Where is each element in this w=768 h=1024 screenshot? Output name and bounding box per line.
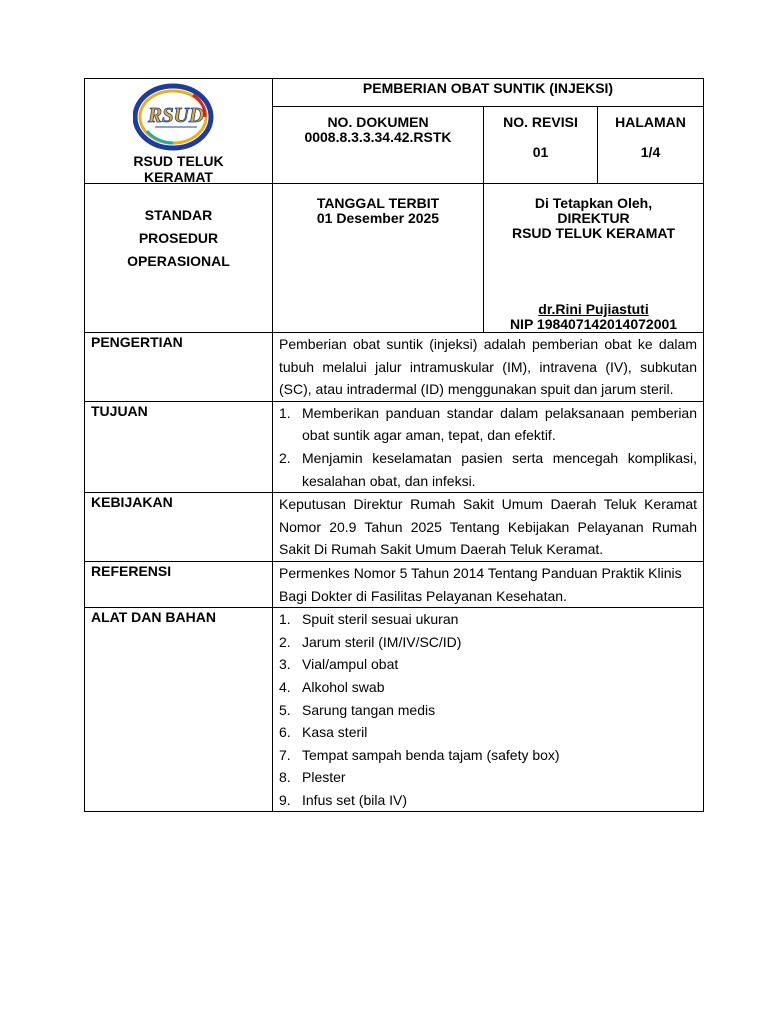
issue-date: 01 Desember 2025 <box>316 210 440 226</box>
list-item: 7. Tempat sampah benda tajam (safety box) <box>279 746 560 763</box>
institution-name: RSUD TELUK KERAMAT <box>511 225 676 241</box>
list-item: 6. Kasa steril <box>279 724 368 741</box>
sop-label-cell: STANDAR PROSEDUR OPERASIONAL <box>85 184 273 333</box>
kebijakan-label: KEBIJAKAN <box>85 493 273 562</box>
revision-cell <box>484 107 598 184</box>
kebijakan-text: Keputusan Direktur Rumah Sakit Umum Daerah Teluk Keramat Nomor 20.9 Tahun 2025 Tentang Kebijakan Pelayanan Rumah Sakit Di Rumah Sakit Umum Daerah Teluk Keramat. <box>273 493 704 562</box>
rsud-logo <box>133 83 217 151</box>
revision-label: NO. REVISI <box>503 114 578 130</box>
tujuan-label: TUJUAN <box>85 401 273 492</box>
list-item: 2. Menjamin keselamatan pasien serta mencegah komplikasi, kesalahan obat, dan infeksi. <box>279 449 697 489</box>
signer-name: dr.Rini Pujiastuti <box>538 301 649 317</box>
director-position: DIREKTUR <box>557 210 630 226</box>
document-number-label: NO. DOKUMEN <box>327 114 429 130</box>
revision-number: 01 <box>532 144 549 160</box>
hospital-name: RSUD TELUK KERAMAT <box>133 153 224 185</box>
issue-date-label: TANGGAL TERBIT <box>316 195 440 211</box>
referensi-label: REFERENSI <box>85 561 273 607</box>
hospital-logo-cell <box>85 79 273 184</box>
logo-text: RSUD <box>147 103 205 127</box>
list-item: 1. Spuit steril sesuai ukuran <box>279 611 459 628</box>
list-item: 4. Alkohol swab <box>279 678 385 695</box>
tujuan-content <box>273 401 704 492</box>
list-item: 9. Infus set (bila IV) <box>279 791 408 808</box>
list-item: 5. Sarung tangan medis <box>279 701 436 718</box>
referensi-text: Permenkes Nomor 5 Tahun 2014 Tentang Panduan Praktik Klinis Bagi Dokter di Fasilitas Pelayanan Kesehatan. <box>273 561 704 607</box>
pengertian-label: PENGERTIAN <box>85 333 273 402</box>
page-cell <box>598 107 704 184</box>
alat-bahan-list <box>279 608 697 811</box>
sop-document <box>84 78 704 812</box>
document-number: 0008.8.3.3.34.42.RSTK <box>304 129 452 145</box>
list-item: 3. Vial/ampul obat <box>279 656 399 673</box>
alat-bahan-label: ALAT DAN BAHAN <box>85 608 273 812</box>
signer-nip: NIP 198407142014072001 <box>509 316 678 332</box>
issue-date-cell <box>273 184 484 333</box>
list-item: 2. Jarum steril (IM/IV/SC/ID) <box>279 633 462 650</box>
document-title: PEMBERIAN OBAT SUNTIK (INJEKSI) <box>273 79 704 107</box>
pengertian-text: Pemberian obat suntik (injeksi) adalah pemberian obat ke dalam tubuh melalui jalur intramuskular (IM), intravena (IV), subkutan (SC), atau intradermal (ID) menggunakan spuit dan jarum steril. <box>273 333 704 402</box>
page-number: 1/4 <box>640 144 661 160</box>
tujuan-list <box>279 402 697 492</box>
established-by: Di Tetapkan Oleh, <box>534 195 653 211</box>
alat-bahan-content <box>273 608 704 812</box>
document-number-cell <box>273 107 484 184</box>
page-label: HALAMAN <box>615 114 686 130</box>
list-item: 1. Memberikan panduan standar dalam pelaksanaan pemberian obat suntik agar aman, tepat, dan efektif. <box>279 404 697 444</box>
approval-cell <box>484 184 704 333</box>
list-item: 8. Plester <box>279 769 346 786</box>
